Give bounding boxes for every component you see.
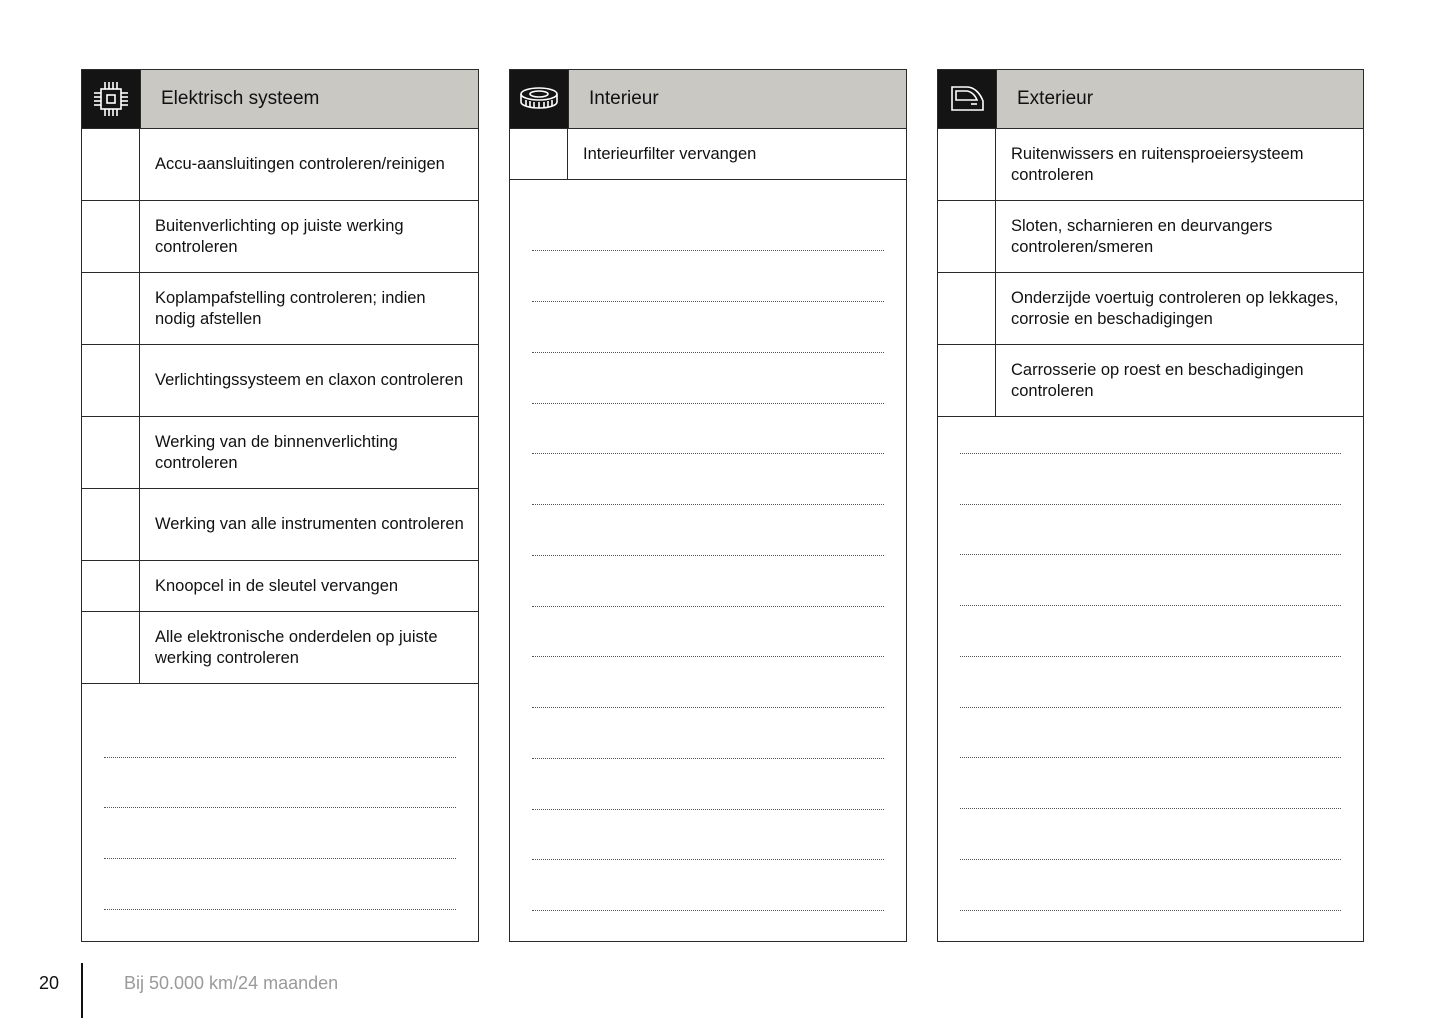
note-line[interactable] <box>532 250 884 251</box>
note-line[interactable] <box>532 453 884 454</box>
checklist-item: Knoopcel in de sleutel vervangen <box>155 576 399 595</box>
panel-elektrisch-systeem <box>81 69 479 942</box>
note-line[interactable] <box>960 554 1341 555</box>
panel-exterieur <box>937 69 1364 942</box>
checklist-item: Interieurfilter vervangen <box>583 144 757 163</box>
checkbox[interactable] <box>82 612 140 683</box>
checklist-item: Onderzijde voertuig controleren op lekkages, corrosie en beschadigingen <box>1011 288 1339 328</box>
panel-header <box>510 70 906 129</box>
note-line[interactable] <box>960 707 1341 708</box>
checklist-item: Verlichtingssysteem en claxon controleren <box>155 371 464 389</box>
note-line[interactable] <box>532 352 884 353</box>
checklist-item: Koplampafstelling controleren; indien nodig afstellen <box>155 288 426 328</box>
checklist-row <box>938 129 1363 201</box>
checkbox[interactable] <box>938 201 996 272</box>
checklist-row <box>938 345 1363 417</box>
checklist-item: Ruitenwissers en ruitensproeiersysteem controleren <box>1011 144 1304 184</box>
checkbox[interactable] <box>938 273 996 344</box>
checkbox[interactable] <box>510 129 568 179</box>
checklist-row <box>938 273 1363 345</box>
car-door-icon <box>938 70 996 128</box>
note-line[interactable] <box>960 910 1341 911</box>
note-line[interactable] <box>104 858 456 859</box>
note-line[interactable] <box>532 301 884 302</box>
panel-title: Interieur <box>568 70 906 128</box>
note-line[interactable] <box>960 808 1341 809</box>
note-line[interactable] <box>532 809 884 810</box>
footer-divider <box>81 963 83 1018</box>
note-line[interactable] <box>960 859 1341 860</box>
checkbox[interactable] <box>82 417 140 488</box>
chip-icon <box>82 70 140 128</box>
checklist-row <box>82 345 478 417</box>
checkbox[interactable] <box>82 201 140 272</box>
note-line[interactable] <box>532 555 884 556</box>
note-line[interactable] <box>532 606 884 607</box>
panel-interieur <box>509 69 907 942</box>
note-line[interactable] <box>960 504 1341 505</box>
note-line[interactable] <box>104 757 456 758</box>
checklist-row <box>82 129 478 201</box>
note-line[interactable] <box>532 707 884 708</box>
note-line[interactable] <box>960 656 1341 657</box>
checklist-row <box>82 612 478 684</box>
service-interval: Bij 50.000 km/24 maanden <box>124 973 339 993</box>
checkbox[interactable] <box>82 273 140 344</box>
checklist-row <box>82 417 478 489</box>
checklist-row <box>82 201 478 273</box>
note-line[interactable] <box>532 910 884 911</box>
checklist-row <box>938 201 1363 273</box>
checklist-item: Alle elektronische onderdelen op juiste werking controleren <box>155 627 438 667</box>
checklist-item: Carrosserie op roest en beschadigingen controleren <box>1011 360 1304 400</box>
checklist-row <box>82 273 478 345</box>
panel-header <box>82 70 478 129</box>
checkbox[interactable] <box>82 489 140 560</box>
page-number: 20 <box>39 973 60 993</box>
checkbox[interactable] <box>82 561 140 611</box>
note-line[interactable] <box>104 909 456 910</box>
checklist-item: Buitenverlichting op juiste werking controleren <box>155 216 404 256</box>
checklist-item: Werking van de binnenverlichting controleren <box>155 432 398 472</box>
note-line[interactable] <box>532 758 884 759</box>
checklist-item: Accu-aansluitingen controleren/reinigen <box>155 155 445 173</box>
panel-header <box>938 70 1363 129</box>
panel-title: Exterieur <box>996 70 1363 128</box>
checkbox[interactable] <box>938 345 996 416</box>
checklist-row <box>82 489 478 561</box>
note-line[interactable] <box>960 605 1341 606</box>
note-line[interactable] <box>532 504 884 505</box>
note-line[interactable] <box>532 656 884 657</box>
checklist-item: Sloten, scharnieren en deurvangers controleren/smeren <box>1011 216 1273 256</box>
note-line[interactable] <box>104 807 456 808</box>
note-line[interactable] <box>960 757 1341 758</box>
note-line[interactable] <box>532 859 884 860</box>
cabin-filter-icon <box>510 70 568 128</box>
panel-title: Elektrisch systeem <box>140 70 478 128</box>
checkbox[interactable] <box>82 345 140 416</box>
checkbox[interactable] <box>82 129 140 200</box>
note-line[interactable] <box>532 403 884 404</box>
checklist-row <box>510 129 906 180</box>
checkbox[interactable] <box>938 129 996 200</box>
checklist-row <box>82 561 478 612</box>
note-line[interactable] <box>960 453 1341 454</box>
checklist-item: Werking van alle instrumenten controleren <box>155 515 464 533</box>
